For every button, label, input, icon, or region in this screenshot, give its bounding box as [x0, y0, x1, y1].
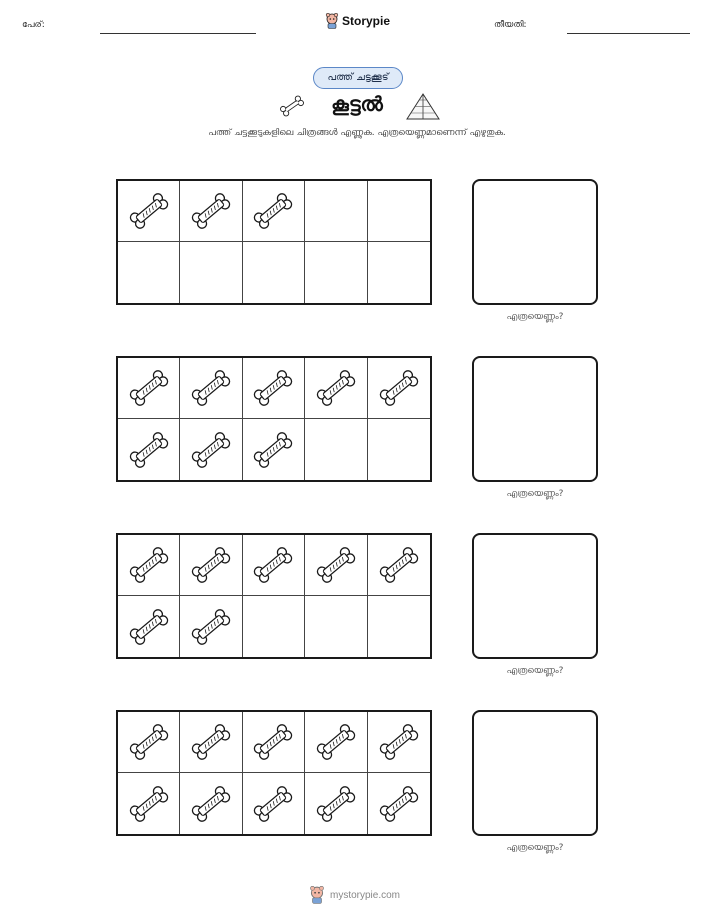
ten-frame-cell — [368, 596, 430, 657]
ten-frame-cell — [243, 596, 305, 657]
ten-frame-cell — [243, 773, 305, 834]
bone-icon — [251, 546, 295, 584]
ten-frame-cell — [180, 535, 242, 596]
ten-frame-cell — [118, 181, 180, 242]
bone-icon — [251, 431, 295, 469]
bone-icon — [251, 369, 295, 407]
bone-icon — [277, 94, 307, 118]
bone-icon — [377, 785, 421, 823]
bone-icon — [251, 785, 295, 823]
ten-frame — [116, 710, 432, 836]
ten-frame-cell — [368, 419, 430, 480]
bone-icon — [377, 369, 421, 407]
bone-icon — [127, 785, 171, 823]
ten-frame-cell — [305, 535, 367, 596]
ten-frame-cell — [305, 181, 367, 242]
ten-frame-cell — [368, 242, 430, 303]
ten-frame-cell — [305, 773, 367, 834]
bone-icon — [127, 608, 171, 646]
ten-frame — [116, 533, 432, 659]
pyramid-icon — [405, 92, 441, 122]
bone-icon — [314, 369, 358, 407]
bone-icon — [251, 192, 295, 230]
topic-pill: പത്ത് ചട്ടക്കൂട് — [313, 67, 403, 89]
bone-icon — [314, 723, 358, 761]
bone-icon — [127, 723, 171, 761]
ten-frame-cell — [118, 596, 180, 657]
bone-icon — [189, 785, 233, 823]
name-line[interactable] — [100, 33, 256, 34]
storypie-mascot-icon — [325, 13, 339, 29]
bone-icon — [314, 546, 358, 584]
ten-frame-cell — [180, 596, 242, 657]
how-many-label: എത്രയെണ്ണം? — [506, 666, 564, 676]
how-many-label: എത്രയെണ്ണം? — [506, 489, 564, 499]
footer — [309, 886, 400, 904]
bone-icon — [251, 723, 295, 761]
bone-icon — [377, 723, 421, 761]
ten-frame-cell — [243, 358, 305, 419]
bone-icon — [189, 192, 233, 230]
bone-icon — [377, 546, 421, 584]
ten-frame-cell — [118, 773, 180, 834]
bone-icon — [189, 546, 233, 584]
storypie-mascot-icon — [309, 886, 325, 904]
ten-frame-cell — [180, 242, 242, 303]
ten-frame-cell — [368, 773, 430, 834]
ten-frame-cell — [118, 712, 180, 773]
bone-icon — [189, 723, 233, 761]
ten-frame-cell — [368, 535, 430, 596]
ten-frame-cell — [118, 535, 180, 596]
bone-icon — [189, 431, 233, 469]
answer-box[interactable] — [472, 356, 598, 482]
bone-icon — [189, 608, 233, 646]
brand-logo — [325, 13, 390, 29]
ten-frame-cell — [305, 419, 367, 480]
bone-icon — [127, 546, 171, 584]
ten-frame — [116, 356, 432, 482]
bone-icon — [127, 431, 171, 469]
ten-frame-cell — [305, 712, 367, 773]
how-many-label: എത്രയെണ്ണം? — [506, 843, 564, 853]
date-label: തീയതി: — [494, 20, 527, 30]
ten-frame-cell — [368, 358, 430, 419]
how-many-label: എത്രയെണ്ണം? — [506, 312, 564, 322]
ten-frame — [116, 179, 432, 305]
brand-name: Storypie — [342, 14, 391, 28]
ten-frame-cell — [243, 419, 305, 480]
answer-box[interactable] — [472, 533, 598, 659]
ten-frame-cell — [243, 535, 305, 596]
page-title: കൂട്ടൽ — [331, 92, 383, 116]
bone-icon — [127, 369, 171, 407]
ten-frame-cell — [243, 242, 305, 303]
ten-frame-cell — [305, 242, 367, 303]
name-label: പേര്: — [22, 20, 45, 30]
footer-url[interactable]: mystorypie.com — [330, 889, 401, 901]
ten-frame-cell — [180, 773, 242, 834]
ten-frame-cell — [368, 712, 430, 773]
ten-frame-cell — [180, 358, 242, 419]
ten-frame-cell — [118, 358, 180, 419]
answer-box[interactable] — [472, 179, 598, 305]
answer-box[interactable] — [472, 710, 598, 836]
ten-frame-cell — [118, 419, 180, 480]
ten-frame-cell — [305, 358, 367, 419]
ten-frame-cell — [243, 181, 305, 242]
ten-frame-cell — [305, 596, 367, 657]
bone-icon — [127, 192, 171, 230]
ten-frame-cell — [180, 419, 242, 480]
bone-icon — [189, 369, 233, 407]
date-line[interactable] — [567, 33, 690, 34]
ten-frame-cell — [180, 181, 242, 242]
ten-frame-cell — [243, 712, 305, 773]
ten-frame-cell — [368, 181, 430, 242]
instructions: പത്ത് ചട്ടക്കൂടുകളിലെ ചിത്രങ്ങൾ എണ്ണുക. എത്രയെണ്ണമാണെന്ന് എഴുതുക. — [208, 128, 506, 138]
ten-frame-cell — [118, 242, 180, 303]
ten-frame-cell — [180, 712, 242, 773]
bone-icon — [314, 785, 358, 823]
